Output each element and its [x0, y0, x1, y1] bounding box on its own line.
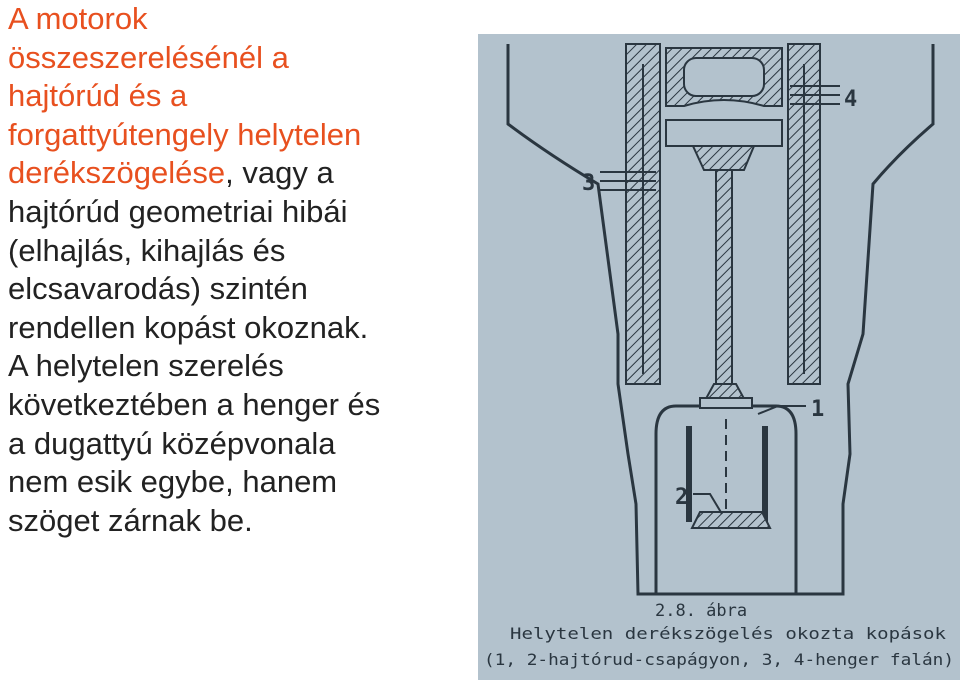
callout-label-2: 2 [675, 485, 689, 510]
explanation-text [8, 0, 478, 540]
text-line: (elhajlás, kihajlás és [8, 232, 286, 268]
text-line: összeszerelésénél a [8, 39, 289, 75]
text-line: elcsavarodás) szintén [8, 271, 308, 307]
figure-caption-line-2: (1, 2-hajtórud-csapágyon, 3, 4-henger falán) [484, 650, 954, 669]
text-line [8, 154, 478, 193]
text-line: a dugattyú középvonala [8, 425, 336, 461]
callout-label-4: 4 [844, 87, 858, 112]
bearing-cap [700, 398, 752, 408]
text-line: hajtórúd és a [8, 78, 188, 114]
text-fragment: derékszögelése [8, 155, 226, 191]
text-line: A motorok [8, 1, 148, 36]
piston-pin-band [666, 120, 782, 146]
rod-small-end [693, 146, 754, 170]
text-line: nem esik egybe, hanem [8, 464, 338, 500]
figure-caption-line-1: Helytelen derékszögelés okozta kopások [510, 624, 947, 643]
callout-label-1: 1 [811, 397, 825, 422]
text-line: forgattyútengely helytelen [8, 116, 362, 152]
text-fragment: , vagy a [225, 155, 334, 191]
piston-crown-cavity [684, 58, 764, 96]
callout-label-3: 3 [582, 171, 596, 196]
connecting-rod-shank [716, 170, 732, 384]
figure-number: 2.8. ábra [655, 601, 748, 621]
engine-diagram-figure [478, 34, 960, 680]
text-line: következtében a henger és [8, 386, 381, 422]
bearing-wear-zone [692, 512, 770, 528]
text-line: szöget zárnak be. [8, 502, 253, 538]
text-line: hajtórúd geometriai hibái [8, 193, 348, 229]
engine-diagram [478, 34, 960, 680]
text-line: rendellen kopást okoznak. [8, 309, 369, 345]
text-line: A helytelen szerelés [8, 348, 284, 384]
crank-web-right [762, 426, 768, 522]
